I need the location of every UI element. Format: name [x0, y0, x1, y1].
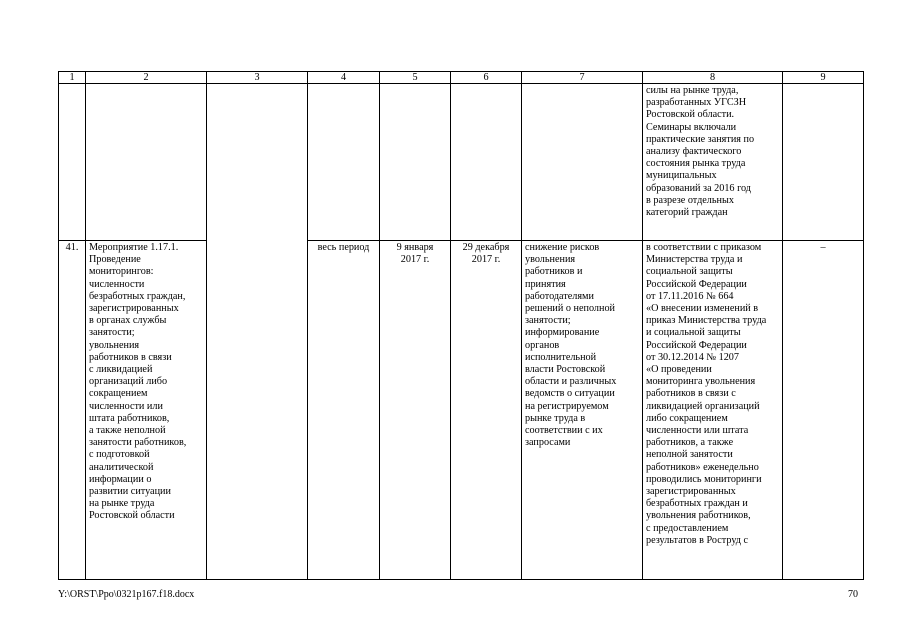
text-line: безработных граждан и [646, 498, 748, 510]
text-line: работников в связи [89, 351, 172, 363]
text-line: соответствии с их [525, 425, 603, 437]
text-line: органов [525, 339, 560, 351]
text-line: работников, а также [646, 437, 734, 449]
text-line: развитии ситуации [89, 486, 171, 498]
table-row-41 [59, 241, 864, 580]
end-date-cell [451, 241, 522, 580]
notes-cell: – [783, 241, 864, 580]
period-cell: весь период [308, 241, 380, 580]
row-number: 41. [59, 241, 86, 580]
table-row-continuation [59, 84, 864, 241]
continuation-cell-6 [451, 84, 522, 241]
text-line: образований за 2016 год [646, 182, 751, 194]
text-line: на регистрируемом [525, 400, 609, 412]
text-line: анализу фактического [646, 146, 742, 158]
text-line: на рынке труда [89, 498, 155, 510]
text-line: зарегистрированных [89, 303, 179, 315]
header-col-8: 8 [643, 72, 783, 84]
text-line: Российской Федерации [646, 339, 747, 351]
text-line: муниципальных [646, 170, 717, 182]
measure-description [86, 241, 207, 580]
start-date-cell [380, 241, 451, 580]
text-line: Мероприятие 1.17.1. [89, 242, 179, 253]
text-line: мониторинга увольнения [646, 376, 756, 388]
text-line: в разрезе отдельных [646, 194, 734, 206]
text-line: зарегистрированных [646, 486, 736, 498]
text-line: занятости; [525, 315, 571, 327]
text-line: с предоставлением [646, 522, 729, 534]
text-line: а также неполной [89, 425, 166, 437]
text-line: снижение рисков [525, 242, 600, 253]
merged-cell-col3 [207, 84, 308, 580]
continuation-cell-9 [783, 84, 864, 241]
text-line: приказ Министерства труда [646, 315, 767, 327]
text-line: аналитической [89, 461, 154, 473]
text-line: 9 января [396, 242, 434, 253]
text-line: ведомств о ситуации [525, 388, 615, 400]
text-line: решений о неполной [525, 303, 615, 315]
text-line: численности или [89, 400, 163, 412]
text-line: увольнения [525, 254, 576, 266]
header-row [59, 72, 864, 84]
header-col-1: 1 [59, 72, 86, 84]
text-line: с подготовкой [89, 449, 150, 461]
text-line: силы на рынке труда, [646, 85, 739, 96]
text-line: принятия [525, 278, 566, 290]
text-line: численности или штата [646, 425, 749, 437]
text-line: от 30.12.2014 № 1207 [646, 351, 739, 363]
text-line: практические занятия по [646, 133, 755, 145]
text-line: Ростовской области. [646, 109, 735, 121]
text-line: 29 декабря [462, 242, 510, 253]
continuation-cell-7 [522, 84, 643, 241]
text-line: социальной защиты [646, 266, 733, 278]
text-line: работников и [525, 266, 583, 278]
continuation-cell-1 [59, 84, 86, 241]
text-line: 2017 г. [400, 254, 430, 266]
text-line: организаций либо [89, 376, 168, 388]
text-line: «О проведении [646, 364, 712, 376]
header-col-9: 9 [783, 72, 864, 84]
text-line: состояния рынка труда [646, 158, 746, 170]
text-line: увольнения [89, 339, 140, 351]
text-line: работников» еженедельно [646, 461, 759, 473]
text-line: с ликвидацией [89, 364, 153, 376]
header-col-2: 2 [86, 72, 207, 84]
text-line: неполной занятости [646, 449, 733, 461]
text-line: ликвидацией организаций [646, 400, 760, 412]
footer-file-path: Y:\ORST\Ppo\0321p167.f18.docx [58, 589, 195, 600]
continuation-cell-8 [643, 84, 783, 241]
text-line: Проведение [89, 254, 141, 266]
text-line: штата работников, [89, 412, 170, 424]
text-line: занятости; [89, 327, 135, 339]
header-col-6: 6 [451, 72, 522, 84]
text-line: результатов в Роструд с [646, 534, 749, 546]
text-line: Российской Федерации [646, 278, 747, 290]
text-line: работников в связи с [646, 388, 736, 400]
actual-result-cell [643, 241, 783, 580]
text-line: в соответствии с приказом [646, 242, 762, 253]
continuation-cell-2 [86, 84, 207, 241]
text-line: 2017 г. [471, 254, 501, 266]
continuation-cell-5 [380, 84, 451, 241]
text-line: рынке труда в [525, 412, 586, 424]
header-col-3: 3 [207, 72, 308, 84]
text-line: от 17.11.2016 № 664 [646, 290, 734, 302]
text-line: Семинары включали [646, 121, 737, 133]
footer-page-number: 70 [848, 589, 858, 600]
text-line: проводились мониторинги [646, 473, 762, 485]
header-col-4: 4 [308, 72, 380, 84]
text-line: информирование [525, 327, 600, 339]
text-line: исполнительной [525, 351, 597, 363]
text-line: работодателями [525, 290, 594, 302]
text-line: разработанных УГСЗН [646, 97, 747, 109]
text-line: области и различных [525, 376, 617, 388]
expected-result-cell [522, 241, 643, 580]
header-col-7: 7 [522, 72, 643, 84]
continuation-cell-4 [308, 84, 380, 241]
text-line: мониторингов: [89, 266, 154, 278]
text-line: либо сокращением [646, 412, 728, 424]
text-line: «О внесении изменений в [646, 303, 759, 315]
text-line: в органах службы [89, 315, 167, 327]
text-line: Министерства труда и [646, 254, 743, 266]
document-table [58, 71, 864, 580]
text-line: увольнения работников, [646, 510, 751, 522]
text-line: занятости работников, [89, 437, 187, 449]
text-line: Ростовской области [89, 510, 175, 522]
text-line: и социальной защиты [646, 327, 741, 339]
text-line: запросами [525, 437, 571, 449]
text-line: категорий граждан [646, 207, 728, 219]
text-line: численности [89, 278, 145, 290]
text-line: информации о [89, 473, 152, 485]
text-line: сокращением [89, 388, 148, 400]
text-line: безработных граждан, [89, 290, 186, 302]
header-col-5: 5 [380, 72, 451, 84]
text-line: власти Ростовской [525, 364, 606, 376]
